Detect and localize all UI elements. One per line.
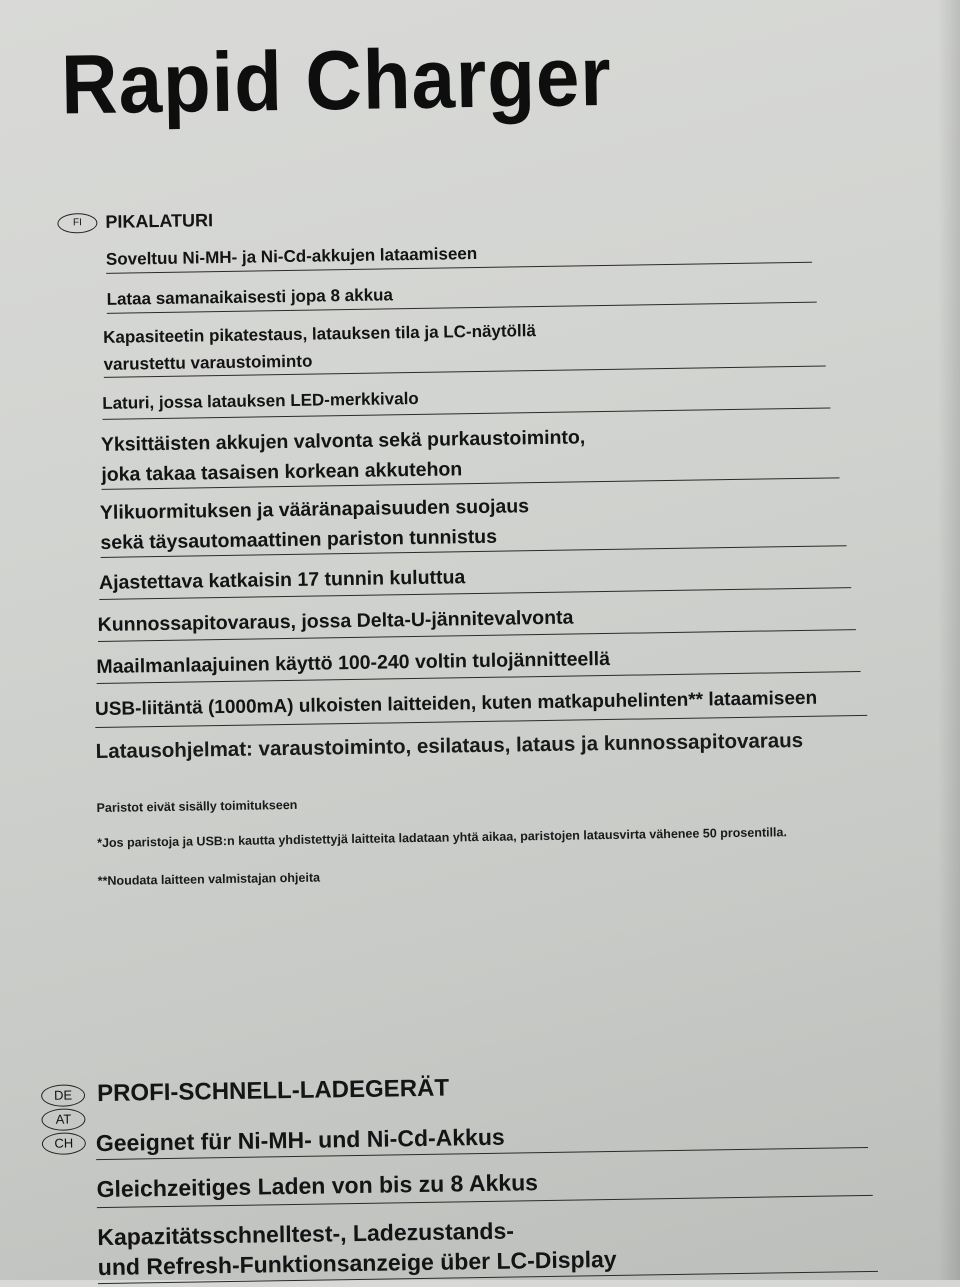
fi-item-5-line-2: joka takaa tasaisen korkean akkutehon bbox=[101, 458, 463, 486]
de-item-2 bbox=[96, 1162, 872, 1208]
fi-item-3 bbox=[103, 313, 826, 378]
document-title: Rapid Charger bbox=[60, 28, 613, 132]
fi-language-badge: FI bbox=[57, 213, 97, 234]
fi-item-2 bbox=[106, 275, 816, 314]
fi-item-2-line-1: Lataa samanaikaisesti jopa 8 akkua bbox=[106, 285, 394, 309]
fi-item-4-line-1: Laturi, jossa latauksen LED-merkkivalo bbox=[102, 388, 419, 413]
fi-item-3-line-2: varustettu varaustoiminto bbox=[103, 351, 313, 374]
de-item-3 bbox=[97, 1210, 878, 1284]
de-language-badge-de: DE bbox=[41, 1084, 85, 1107]
fi-item-10 bbox=[95, 682, 867, 728]
fi-item-8 bbox=[97, 598, 855, 642]
fi-item-1 bbox=[106, 235, 812, 274]
fi-item-6 bbox=[100, 486, 847, 558]
de-item-3-line-2: und Refresh-Funktionsanzeige über LC-Display bbox=[97, 1245, 617, 1281]
fi-item-4 bbox=[102, 378, 830, 419]
fi-item-6-line-1: Ylikuormituksen ja vääränapaisuuden suojaus bbox=[99, 495, 530, 524]
fi-note-2: *Jos paristoja ja USB:n kautta yhdistettyjä laitteita ladataan yhtä aikaa, paristojen latausvirta vähenee 50 prosentilla. bbox=[97, 825, 788, 851]
fi-section-heading bbox=[57, 210, 213, 234]
de-item-2-line-1: Gleichzeitiges Laden von bis zu 8 Akkus bbox=[96, 1169, 539, 1203]
fi-item-10-line-1: USB-liitäntä (1000mA) ulkoisten laitteiden, kuten matkapuhelinten** lataamiseen bbox=[94, 687, 818, 721]
fi-note-3: **Noudata laitteen valmistajan ohjeita bbox=[97, 870, 321, 889]
de-language-badge-ch: CH bbox=[42, 1132, 86, 1155]
fi-item-7 bbox=[99, 556, 851, 600]
de-item-3-line-1: Kapazitätsschnelltest-, Ladezustands- bbox=[97, 1217, 515, 1251]
fi-item-6-line-2: sekä täysautomaattinen pariston tunnistus bbox=[100, 525, 498, 554]
fi-item-11 bbox=[95, 725, 803, 768]
fi-item-3-line-1: Kapasiteetin pikatestaus, latauksen tila ja LC-näytöllä bbox=[103, 321, 536, 347]
de-item-1-line-1: Geeignet für Ni-MH- und Ni-Cd-Akkus bbox=[95, 1123, 505, 1157]
de-section-heading: PROFI-SCHNELL-LADEGERÄT bbox=[96, 1074, 450, 1108]
fi-note-1: Paristot eivät sisälly toimitukseen bbox=[96, 797, 298, 816]
fi-item-8-line-1: Kunnossapitovaraus, jossa Delta-U-jännitevalvonta bbox=[97, 606, 574, 637]
fi-item-5 bbox=[101, 418, 840, 490]
de-language-badge-at: AT bbox=[41, 1108, 85, 1131]
fi-item-7-line-1: Ajastettava katkaisin 17 tunnin kuluttua bbox=[98, 566, 466, 594]
fi-item-11-line-1: Latausohjelmat: varaustoiminto, esilataus, lataus ja kunnossapitovaraus bbox=[95, 728, 804, 764]
fi-item-9-line-1: Maailmanlaajuinen käyttö 100-240 voltin tulojännitteellä bbox=[96, 647, 611, 679]
fi-heading-text: PIKALATURI bbox=[105, 210, 214, 232]
fi-item-9 bbox=[96, 640, 860, 684]
de-language-badges bbox=[41, 1084, 88, 1155]
fi-item-5-line-1: Yksittäisten akkujen valvonta sekä purkaustoiminto, bbox=[100, 426, 586, 456]
de-item-1 bbox=[96, 1116, 868, 1160]
fi-item-1-line-1: Soveltuu Ni-MH- ja Ni-Cd-akkujen lataamiseen bbox=[105, 243, 478, 269]
